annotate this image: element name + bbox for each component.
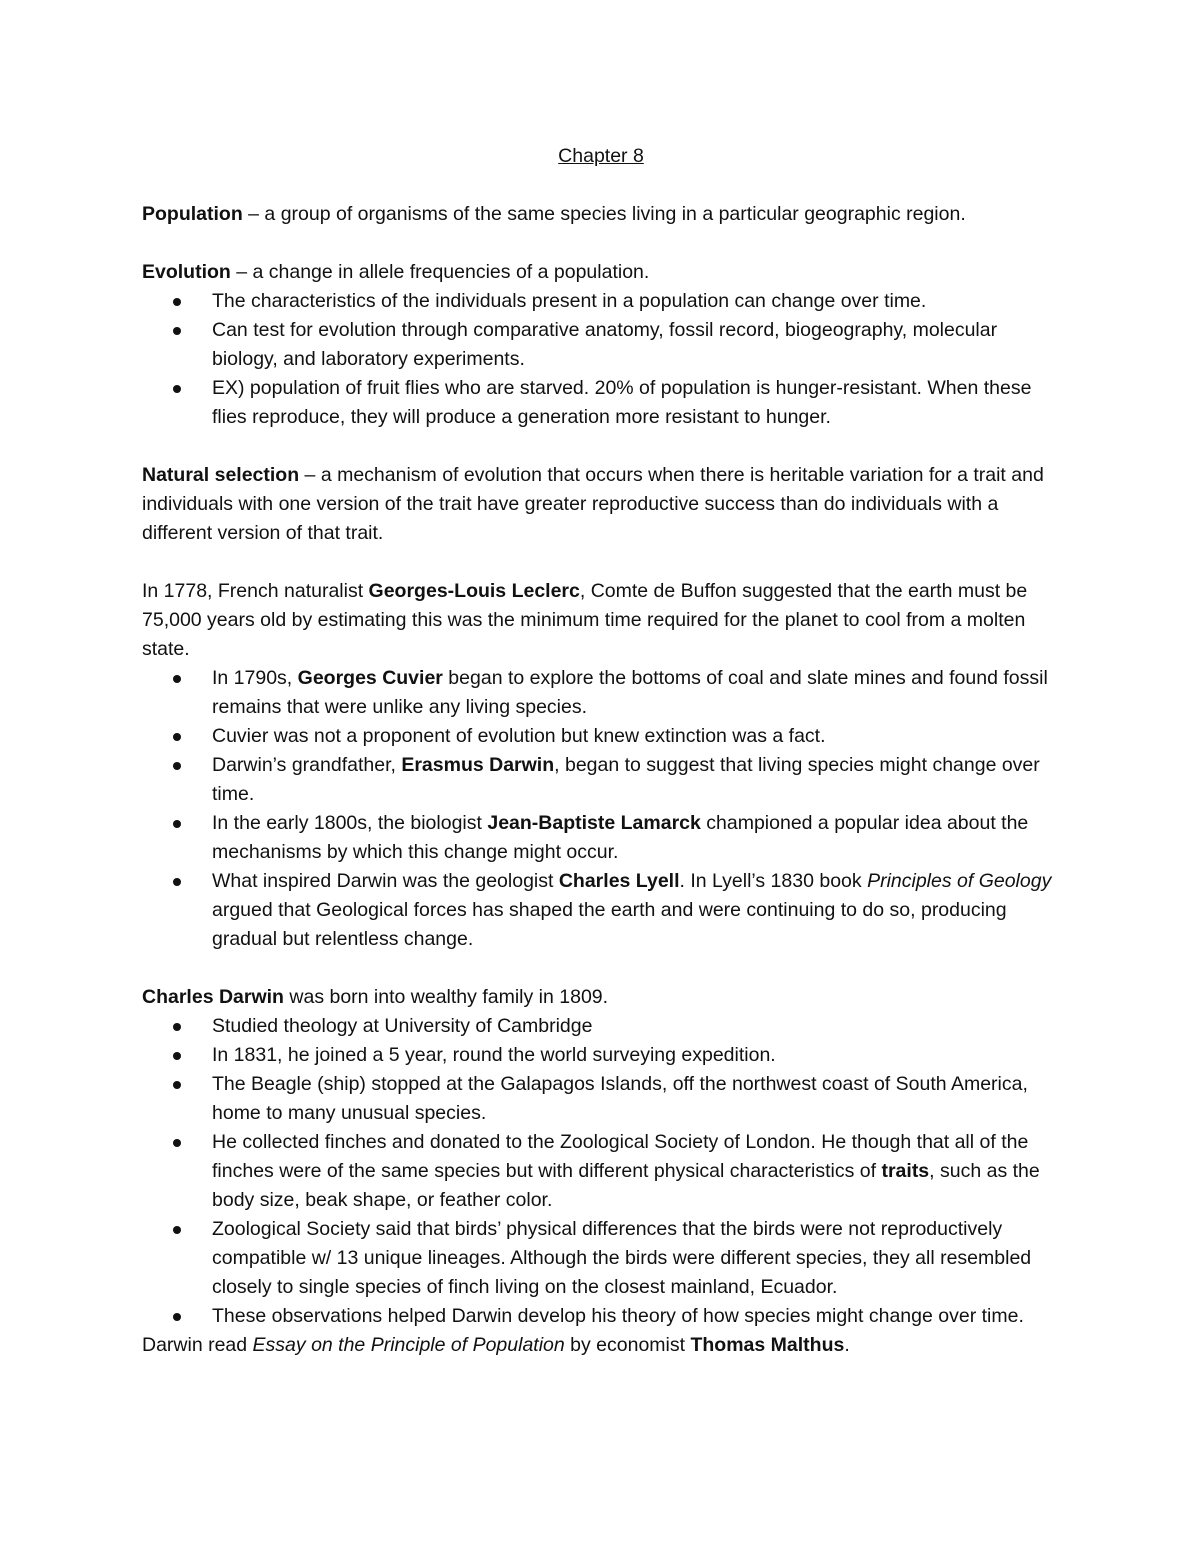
finches-text-pre: He collected finches and donated to the Zoological Society of London. He though that all of the finches were of the same species but with different physical characteristics of <box>212 1131 1029 1182</box>
bullet-icon <box>173 327 181 335</box>
list-item <box>142 374 1060 432</box>
erasmus-text-pre: Darwin’s grandfather, <box>212 754 402 776</box>
bullet-icon <box>173 385 181 393</box>
list-item-text: In 1831, he joined a 5 year, round the world surveying expedition. <box>212 1044 776 1066</box>
list-item <box>142 287 1060 316</box>
evolution-term: Evolution <box>142 261 231 283</box>
history-bullet-list <box>142 664 1060 954</box>
list-item <box>142 1041 1060 1070</box>
list-item-text: Cuvier was not a proponent of evolution but knew extinction was a fact. <box>212 725 826 747</box>
malthus-text-mid: by economist <box>564 1334 691 1356</box>
malthus-text-pre: Darwin read <box>142 1334 253 1356</box>
list-item-text: The characteristics of the individuals present in a population can change over time. <box>212 290 927 312</box>
list-item-text: Zoological Society said that birds’ physical differences that the birds were not reproductively compatible w/ 13 unique lineages. Although the birds were different species, they all resembled closely to single species of finch living on the closest mainland, Ecuador. <box>212 1218 1032 1298</box>
bullet-icon <box>173 298 181 306</box>
list-item <box>142 809 1060 867</box>
malthus-name: Thomas Malthus <box>690 1334 845 1356</box>
darwin-name: Charles Darwin <box>142 986 284 1008</box>
bullet-icon <box>173 733 181 741</box>
lyell-text-pre: What inspired Darwin was the geologist <box>212 870 559 892</box>
population-paragraph <box>142 200 1060 229</box>
natural-selection-definition: – a mechanism of evolution that occurs when there is heritable variation for a trait and individuals with one version of the trait have greater reproductive success than do individuals with a different version of that trait. <box>142 464 1044 544</box>
lamarck-name: Jean-Baptiste Lamarck <box>487 812 701 834</box>
lamarck-text-post: championed a popular idea about the mechanisms by which this change might occur. <box>212 812 1029 863</box>
document-page <box>142 142 1060 1360</box>
natural-selection-term: Natural selection <box>142 464 300 486</box>
cuvier-text-post: began to explore the bottoms of coal and slate mines and found fossil remains that were unlike any living species. <box>212 667 1048 718</box>
bullet-icon <box>173 878 181 886</box>
cuvier-text-pre: In 1790s, <box>212 667 298 689</box>
bullet-icon <box>173 1023 181 1031</box>
list-item-text: EX) population of fruit flies who are starved. 20% of population is hunger-resistant. When these flies reproduce, they will produce a generation more resistant to hunger. <box>212 377 1032 428</box>
list-item-text: These observations helped Darwin develop his theory of how species might change over time. <box>212 1305 1024 1327</box>
cuvier-name: Georges Cuvier <box>297 667 443 689</box>
list-item <box>142 751 1060 809</box>
darwin-bullet-list <box>142 1012 1060 1331</box>
bullet-icon <box>173 1081 181 1089</box>
list-item <box>142 1012 1060 1041</box>
evolution-paragraph <box>142 258 1060 287</box>
darwin-paragraph <box>142 983 1060 1012</box>
list-item-text: Studied theology at University of Cambridge <box>212 1015 593 1037</box>
list-item <box>142 722 1060 751</box>
darwin-text-post: was born into wealthy family in 1809. <box>283 986 609 1008</box>
buffon-text-post: , Comte de Buffon suggested that the earth must be 75,000 years old by estimating this was the minimum time required for the planet to cool from a molten state. <box>142 580 1028 660</box>
list-item <box>142 867 1060 954</box>
natural-selection-paragraph <box>142 461 1060 548</box>
list-item <box>142 316 1060 374</box>
list-item-text: Can test for evolution through comparative anatomy, fossil record, biogeography, molecular biology, and laboratory experiments. <box>212 319 998 370</box>
buffon-name: Georges-Louis Leclerc <box>368 580 580 602</box>
evolution-bullet-list <box>142 287 1060 432</box>
bullet-icon <box>173 675 181 683</box>
bullet-icon <box>173 1052 181 1060</box>
malthus-text-post: . <box>844 1334 850 1356</box>
bullet-icon <box>173 762 181 770</box>
malthus-paragraph <box>142 1331 1060 1360</box>
list-item <box>142 1302 1060 1331</box>
list-item <box>142 664 1060 722</box>
list-item-text: The Beagle (ship) stopped at the Galapagos Islands, off the northwest coast of South America, home to many unusual species. <box>212 1073 1028 1124</box>
bullet-icon <box>173 820 181 828</box>
bullet-icon <box>173 1139 181 1147</box>
erasmus-name: Erasmus Darwin <box>401 754 555 776</box>
population-term: Population <box>142 203 243 225</box>
buffon-paragraph <box>142 577 1060 664</box>
population-definition: – a group of organisms of the same species living in a particular geographic region. <box>242 203 966 225</box>
evolution-definition: – a change in allele frequencies of a population. <box>230 261 650 283</box>
lamarck-text-pre: In the early 1800s, the biologist <box>212 812 488 834</box>
malthus-book-title: Essay on the Principle of Population <box>252 1334 565 1356</box>
traits-term: traits <box>881 1160 930 1182</box>
list-item <box>142 1215 1060 1302</box>
page-title: Chapter 8 <box>558 145 644 167</box>
bullet-icon <box>173 1226 181 1234</box>
lyell-text-mid: . In Lyell’s 1830 book <box>679 870 868 892</box>
lyell-text-post: argued that Geological forces has shaped the earth and were continuing to do so, producing gradual but relentless change. <box>212 899 1007 950</box>
list-item <box>142 1070 1060 1128</box>
buffon-text-pre: In 1778, French naturalist <box>142 580 369 602</box>
bullet-icon <box>173 1313 181 1321</box>
lyell-book-title: Principles of Geology <box>867 870 1052 892</box>
list-item <box>142 1128 1060 1215</box>
finches-text-post: , such as the body size, beak shape, or feather color. <box>212 1160 1040 1211</box>
lyell-name: Charles Lyell <box>558 870 680 892</box>
erasmus-text-post: , began to suggest that living species might change over time. <box>212 754 1040 805</box>
